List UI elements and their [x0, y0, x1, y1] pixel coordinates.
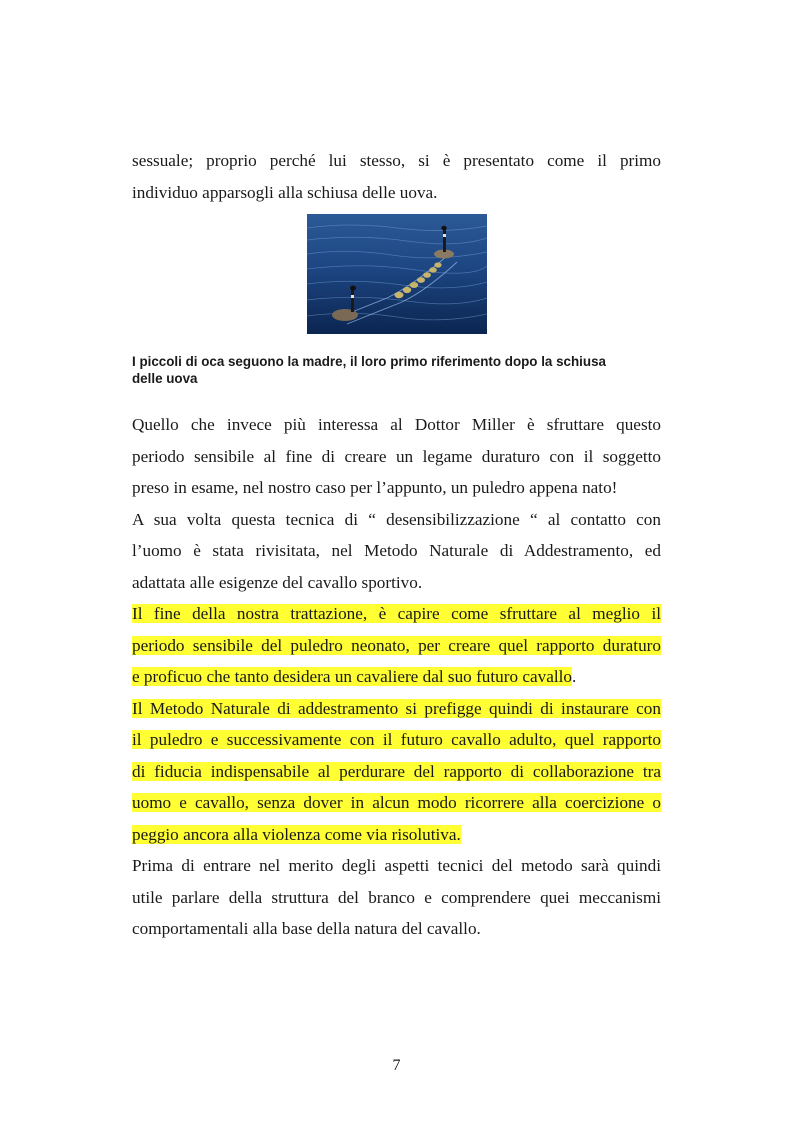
text-line: preso in esame, nel nostro caso per l’appunto, un puledro appena nato!: [132, 478, 618, 497]
highlighted-line: periodo sensibile del puledro neonato, per creare quel rapporto duraturo: [132, 635, 661, 655]
caption-line: delle uova: [132, 371, 198, 386]
body-text: [132, 409, 661, 945]
page-number: 7: [392, 1057, 401, 1074]
highlighted-line: uomo e cavallo, senza dover in alcun modo ricorrere alla coercizione o: [132, 793, 661, 812]
highlighted-line: Il Metodo Naturale di addestramento si prefigge quindi di instaurare con: [132, 698, 661, 718]
text-line: l’uomo è stata rivisitata, nel Metodo Naturale di Addestramento, ed: [132, 541, 661, 560]
highlighted-line: il puledro e successivamente con il futuro cavallo adulto, quel rapporto: [132, 730, 661, 749]
text-line: comportamentali alla base della natura del cavallo.: [132, 919, 481, 938]
text-line: utile parlare della struttura del branco e comprendere quei meccanismi: [132, 887, 661, 907]
figure-caption: [132, 353, 672, 387]
text-line: Prima di entrare nel merito degli aspetti tecnici del metodo sarà quindi: [132, 856, 661, 875]
geese-on-water-photo: [307, 214, 487, 334]
text-line: sessuale; proprio perché lui stesso, si è presentato come il primo: [132, 151, 661, 170]
highlighted-line: e proficuo che tanto desidera un cavaliere dal suo futuro cavallo.: [132, 667, 577, 686]
text-line: periodo sensibile al fine di creare un legame duraturo con il soggetto: [132, 446, 661, 466]
highlighted-line: peggio ancora alla violenza come via risolutiva.: [132, 824, 461, 844]
intro-paragraph: [132, 145, 661, 208]
text-line: individuo apparsogli alla schiusa delle uova.: [132, 182, 438, 202]
highlighted-line: Il fine della nostra trattazione, è capire come sfruttare al meglio il: [132, 604, 661, 623]
text-line: A sua volta questa tecnica di “ desensibilizzazione “ al contatto con: [132, 509, 661, 529]
text-line: Quello che invece più interessa al Dottor Miller è sfruttare questo: [132, 415, 661, 434]
highlighted-line: di fiducia indispensabile al perdurare del rapporto di collaborazione tra: [132, 761, 661, 781]
text-line: adattata alle esigenze del cavallo sportivo.: [132, 572, 423, 592]
caption-line: I piccoli di oca seguono la madre, il loro primo riferimento dopo la schiusa: [132, 354, 606, 369]
